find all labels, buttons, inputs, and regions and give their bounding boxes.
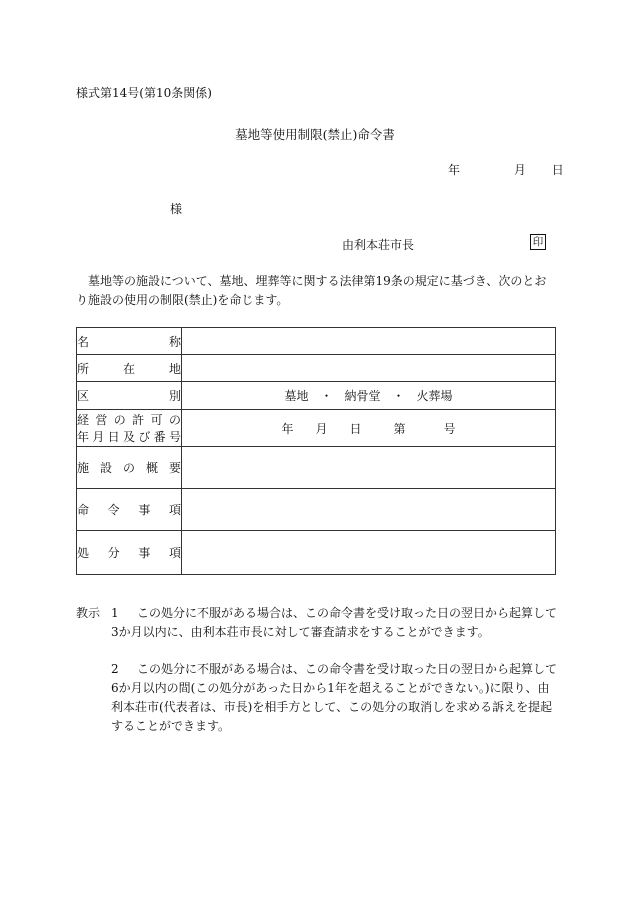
date-day: 日 [551, 163, 564, 177]
label-char: 項 [168, 546, 181, 560]
notes-label: 教示 [76, 606, 101, 620]
label-char: の [122, 461, 135, 475]
table-row-name [77, 328, 556, 355]
label-char: 事 [138, 503, 151, 517]
note-item-1-number: 1 [111, 606, 119, 620]
label-char: 許 [132, 413, 145, 427]
label-char: 令 [107, 503, 120, 517]
name-label [77, 328, 182, 355]
category-values [182, 382, 556, 410]
note-item-2-number: 2 [111, 662, 119, 676]
permit-label [77, 410, 182, 447]
note-item-1-text: この処分に不服がある場合は、この命令書を受け取った日の翌日から起算して3か月以内に、由利本荘市長に対して審査請求をすることができます。 [111, 606, 558, 639]
addressee-suffix: 様 [170, 202, 183, 216]
label-char: 概 [145, 461, 158, 475]
label-char: 火葬場 [416, 389, 453, 403]
overview-label [77, 447, 182, 489]
note-item-2-text: この処分に不服がある場合は、この命令書を受け取った日の翌日から起算して6か月以内の間(この処分があった日から1年を超えることができない。)に限り、由利本荘市(代表者は、市長)を相手方として、この処分の取消しを求める訴えを提起することができます。 [111, 662, 558, 733]
name-value [182, 328, 556, 355]
label-char: 及 [122, 430, 135, 444]
date-month: 月 [513, 163, 526, 177]
table-row-category [77, 382, 556, 410]
label-char: 第 [393, 421, 406, 436]
location-value [182, 355, 556, 382]
note-item-2 [111, 660, 559, 736]
date-year: 年 [448, 163, 461, 177]
label-char: 名 [77, 334, 90, 349]
order-value [182, 489, 556, 531]
label-char: 年 [77, 430, 90, 444]
label-char: の [168, 413, 181, 427]
table-row-location [77, 355, 556, 382]
label-char: び [138, 430, 151, 444]
table-row-permit [77, 410, 556, 447]
label-char: 在 [122, 361, 135, 376]
form-number: 様式第14号(第10条関係) [76, 86, 212, 100]
disposition-value [182, 531, 556, 575]
table-row-order [77, 489, 556, 531]
label-char: 日 [349, 421, 362, 436]
body-text: 墓地等の施設について、墓地、埋葬等に関する法律第19条の規定に基づき、次のとおり施設の使用の制限(禁止)を命じます。 [76, 274, 547, 307]
label-char: 号 [443, 421, 456, 436]
permit-values [182, 410, 556, 447]
label-char: 分 [107, 546, 120, 560]
overview-value [182, 447, 556, 489]
date-line [448, 161, 564, 178]
label-char: 経 [77, 413, 90, 427]
label-char: 月 [92, 430, 105, 444]
label-char: ・ [320, 389, 333, 403]
label-char: 施 [77, 461, 90, 475]
table-row-disposition [77, 531, 556, 575]
label-char: 命 [77, 503, 90, 517]
category-label [77, 382, 182, 410]
label-char: 設 [99, 461, 112, 475]
label-char: 別 [168, 389, 181, 403]
label-char: の [113, 413, 126, 427]
label-char: 項 [168, 503, 181, 517]
label-char: 称 [168, 334, 181, 349]
label-char: 年 [281, 421, 294, 436]
label-char: 所 [77, 361, 90, 376]
label-char: 月 [315, 421, 328, 436]
label-char: 号 [168, 430, 181, 444]
note-item-1 [111, 604, 559, 642]
issuer-name: 由利本荘市長 [342, 238, 415, 252]
label-char: 事 [138, 546, 151, 560]
label-char: ・ [392, 389, 405, 403]
seal-mark: 印 [530, 234, 546, 250]
label-char: 処 [77, 546, 90, 560]
label-char: 要 [168, 461, 181, 475]
label-char: 番 [153, 430, 166, 444]
order-table [76, 327, 556, 575]
label-char: 地 [168, 361, 181, 376]
label-char: 営 [95, 413, 108, 427]
order-label [77, 489, 182, 531]
label-char: 日 [107, 430, 120, 444]
label-char: 墓地 [284, 389, 309, 403]
label-char: 可 [150, 413, 163, 427]
label-char: 納骨堂 [344, 389, 381, 403]
table-row-overview [77, 447, 556, 489]
disposition-label [77, 531, 182, 575]
location-label [77, 355, 182, 382]
label-char: 区 [77, 389, 90, 403]
document-title: 墓地等使用制限(禁止)命令書 [235, 127, 395, 142]
